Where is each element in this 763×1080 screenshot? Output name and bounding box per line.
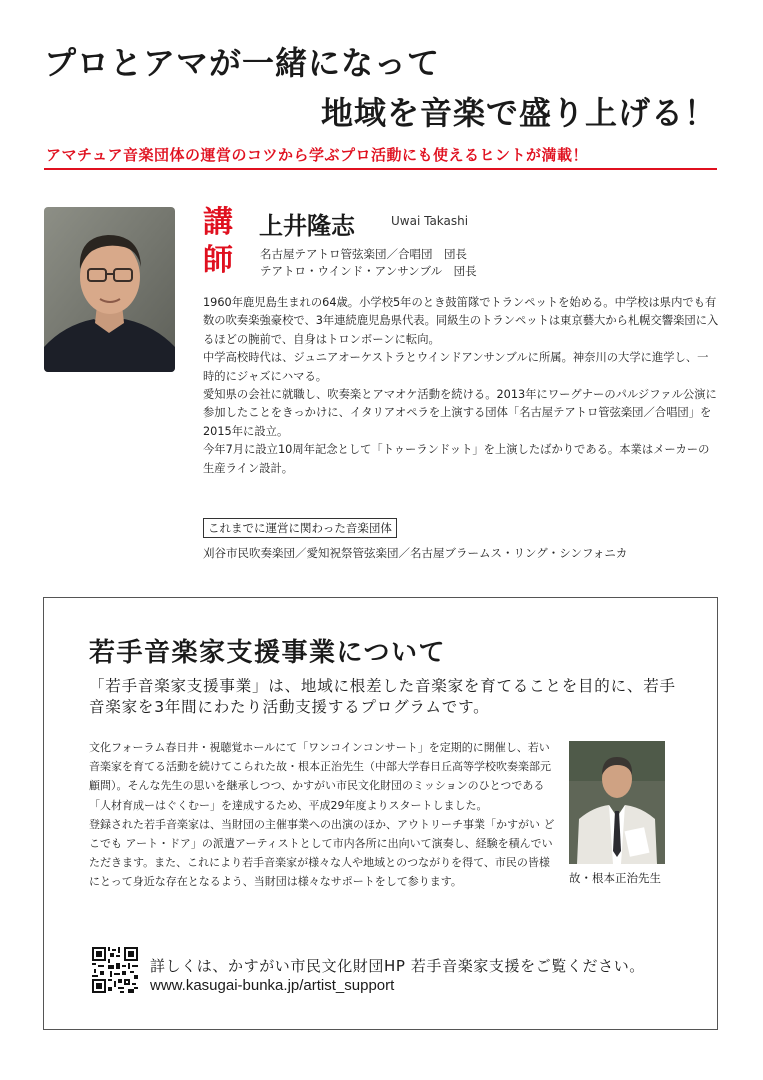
bio-paragraph: 今年7月に設立10周年記念として「トゥーランドット」を上演したばかりである。本業はメーカーの生産ライン設計。 <box>203 443 710 475</box>
lecturer-bio <box>203 294 719 478</box>
website-link[interactable]: www.kasugai-bunka.jp/artist_support <box>150 977 395 994</box>
program-paragraph: 文化フォーラム春日井・視聴覚ホールにて「ワンコインコンサート」を定期的に開催し、若い音楽家を育てる活動を続けてこられた故・根本正治先生（中部大学春日丘高等学校吹奏楽部元顧問）。そんな先生の思いを継承しつつ、かすがい市民文化財団のミッションのひとつである「人材育成ーはぐくむー」を達成するため、平成29年度よりスタートしました。 <box>89 741 551 812</box>
lecturer-name: 上井隆志 <box>259 212 355 240</box>
lecturer-name-romaji: Uwai Takashi <box>391 214 469 228</box>
bio-paragraph: 中学高校時代は、ジュニアオーケストラとウインドアンサンブルに所属。神奈川の大学に進学し、一時的にジャズにハマる。 <box>203 351 709 383</box>
program-body <box>89 738 557 892</box>
lecturer-label-char1: 講 <box>203 205 233 240</box>
program-lead: 「若手音楽家支援事業」は、地域に根差した音楽家を育てることを目的に、若手音楽家を3年間にわたり活動支援するプログラムです。 <box>89 677 676 716</box>
program-title: 若手音楽家支援事業について <box>89 638 446 668</box>
qr-code-icon[interactable] <box>92 947 138 993</box>
orgs-list: 刈谷市民吹奏楽団／愛知祝祭管弦楽団／名古屋ブラームス・リング・シンフォニカ <box>203 546 628 560</box>
teacher-portrait <box>569 741 665 864</box>
bio-paragraph: 1960年鹿児島生まれの64歳。小学校5年のとき鼓笛隊でトランペットを始める。中学校は県内でも有数の吹奏楽強豪校で、3年連続鹿児島県代表。同級生のトランペットは東京藝大から札幌交響楽団に入るほどの腕前で、自身はトロンボーンに転向。 <box>203 296 719 346</box>
header-divider <box>44 168 717 170</box>
lecturer-label-char2: 師 <box>203 243 233 278</box>
headline-line2: 地域を音楽で盛り上げる！ <box>320 94 717 132</box>
more-info-text: 詳しくは、かすがい市民文化財団HP 若手音楽家支援をご覧ください。 <box>150 957 645 975</box>
orgs-label: これまでに運営に関わった音楽団体 <box>203 518 397 538</box>
subheadline: アマチュア音楽団体の運営のコツから学ぶプロ活動にも使えるヒントが満載！ <box>46 146 589 164</box>
headline-line1: プロとアマが一緒になって <box>44 44 441 82</box>
lecturer-portrait <box>44 207 175 372</box>
lecturer-role-1: 名古屋テアトロ管弦楽団／合唱団 団長 <box>260 247 467 261</box>
bio-paragraph: 愛知県の会社に就職し、吹奏楽とアマオケ活動を続ける。2013年にワーグナーのパルジファル公演に参加したことをきっかけに、イタリアオペラを上演する団体「名古屋テアトロ管弦楽団／合唱団」を2015年に設立。 <box>203 388 717 438</box>
photo-caption: 故・根本正治先生 <box>569 871 661 885</box>
lecturer-role-2: テアトロ・ウインド・アンサンブル 団長 <box>260 264 477 278</box>
program-paragraph: 登録された若手音楽家は、当財団の主催事業への出演のほか、アウトリーチ事業「かすがい どこでも アート・ドア」の派遣アーティストとして市内各所に出向いて演奏し、経験を積んでいただきます。また、これにより若手音楽家が様々な人や地域とのつながりを得て、市民の皆様にとって身近な存在となるよう、当財団は様々なサポートをして参ります。 <box>89 817 555 889</box>
